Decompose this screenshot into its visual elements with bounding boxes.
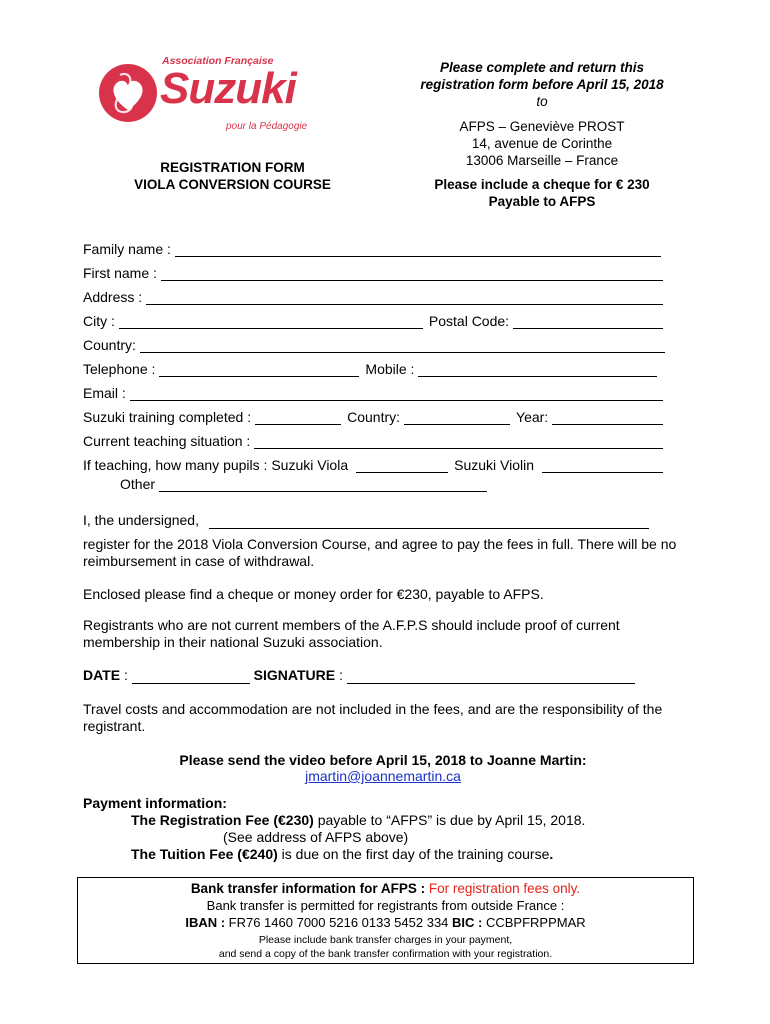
country-label: Country: (83, 337, 136, 353)
payment-information (83, 795, 683, 863)
return-instructions (378, 59, 706, 210)
registration-fields (83, 233, 673, 492)
bank-permitted-text: Bank transfer is permitted for registrants from outside France : (206, 898, 565, 913)
first-name-field[interactable] (161, 266, 663, 281)
bank-note-line1: Please include bank transfer charges in your payment, (258, 934, 513, 946)
pupils-label: If teaching, how many pupils : Suzuki Viola (83, 457, 349, 473)
bank-transfer-box (77, 877, 694, 964)
city-field[interactable] (119, 314, 423, 329)
telephone-row (83, 353, 673, 377)
suzuki-viola-pupils-field[interactable] (356, 458, 448, 473)
family-name-row (83, 233, 673, 257)
membership-statement: Registrants who are not current members of the A.F.P.S should include proof of current membership in their national Suzuki association. (83, 617, 620, 650)
telephone-field[interactable] (159, 362, 359, 377)
training-country-field[interactable] (404, 410, 510, 425)
address-label: Address : (83, 289, 143, 305)
signature-label: SIGNATURE (253, 667, 336, 683)
mobile-label: Mobile : (365, 361, 415, 377)
cheque-line2: Payable to AFPS (488, 194, 596, 209)
email-row (83, 377, 673, 401)
tuition-fee-end: . (549, 846, 554, 862)
logo-tagline: pour la Pédagogie (226, 121, 308, 132)
first-name-row (83, 257, 673, 281)
video-email-container (83, 768, 683, 785)
country-field[interactable] (140, 338, 665, 353)
register-statement: register for the 2018 Viola Conversion Course, and agree to pay the fees in full. There will be no reimbursement in case of withdrawal. (83, 536, 677, 569)
bank-note (78, 933, 693, 961)
registration-fee-text: payable to “AFPS” is due by April 15, 2018. (313, 812, 586, 828)
first-name-label: First name : (83, 265, 157, 281)
enclosed-statement: Enclosed please find a cheque or money order for €230, payable to AFPS. (83, 586, 544, 602)
country-row (83, 329, 673, 353)
iban-value: FR76 1460 7000 5216 0133 5452 334 (225, 915, 453, 930)
form-title-line1: REGISTRATION FORM (160, 160, 305, 175)
address-row (83, 281, 673, 305)
suzuki-violin-pupils-field[interactable] (542, 458, 663, 473)
family-name-field[interactable] (175, 242, 661, 257)
undersigned-name-field[interactable] (209, 514, 649, 529)
suzuki-training-row (83, 401, 673, 425)
other-pupils-field[interactable] (159, 477, 487, 492)
bank-account-line (78, 914, 693, 931)
pupils-row (83, 449, 673, 473)
form-title (80, 159, 385, 193)
teaching-situation-label: Current teaching situation : (83, 433, 251, 449)
email-field[interactable] (130, 386, 663, 401)
address-field[interactable] (146, 290, 663, 305)
date-field[interactable] (132, 669, 250, 684)
logo-association-text: Association Française (162, 55, 274, 67)
registration-fee-line (83, 812, 683, 829)
travel-statement: Travel costs and accommodation are not included in the fees, and are the responsibility of the registrant. (83, 701, 663, 734)
date-label: DATE (83, 667, 121, 683)
teaching-situation-field[interactable] (254, 434, 663, 449)
year-label: Year: (516, 409, 549, 425)
logo-suzuki-wordmark: Suzuki (160, 64, 296, 113)
bank-title-line (78, 880, 693, 897)
address-line2: 14, avenue de Corinthe (471, 136, 613, 151)
postal-code-field[interactable] (513, 314, 663, 329)
suzuki-training-label: Suzuki training completed : (83, 409, 252, 425)
mobile-field[interactable] (418, 362, 657, 377)
training-country-label: Country: (347, 409, 401, 425)
bank-title: Bank transfer information for AFPS : (190, 881, 426, 896)
bic-label: BIC : (452, 915, 483, 930)
bank-title-note: For registration fees only. (425, 881, 581, 896)
date-signature-row: DATE : SIGNATURE : (83, 667, 683, 684)
cheque-line1: Please include a cheque for € 230 (434, 177, 650, 192)
address-line1: AFPS – Geneviève PROST (459, 119, 625, 134)
payment-heading: Payment information: (83, 795, 227, 811)
tuition-fee-line (83, 846, 683, 863)
address-line3: 13006 Marseille – France (465, 153, 619, 168)
iban-label: IBAN : (185, 915, 226, 930)
bic-value: CCBPFRPPMAR (482, 915, 586, 930)
postal-code-label: Postal Code: (428, 313, 510, 329)
city-row (83, 305, 673, 329)
tuition-fee-label: The Tuition Fee (€240) (131, 846, 278, 862)
return-line1: Please complete and return this (439, 60, 645, 75)
other-label: Other (120, 476, 156, 492)
teaching-situation-row (83, 425, 673, 449)
suzuki-violin-label: Suzuki Violin (454, 457, 535, 473)
treble-clef-heart-logo-icon (98, 61, 158, 125)
telephone-label: Telephone : (83, 361, 156, 377)
joanne-martin-email-link[interactable]: jmartin@joannemartin.ca (305, 768, 461, 784)
suzuki-training-field[interactable] (255, 410, 341, 425)
other-pupils-row (83, 473, 673, 492)
year-field[interactable] (552, 410, 663, 425)
form-title-line2: VIOLA CONVERSION COURSE (134, 177, 331, 192)
video-instruction: Please send the video before April 15, 2018 to Joanne Martin: (179, 752, 587, 768)
registration-fee-label: The Registration Fee (€230) (131, 812, 314, 828)
tuition-fee-text: is due on the first day of the training course (277, 846, 550, 862)
email-label: Email : (83, 385, 126, 401)
city-label: City : (83, 313, 115, 329)
return-to: to (536, 94, 548, 109)
signature-field[interactable] (347, 669, 635, 684)
undersigned-row (83, 512, 683, 529)
return-line2: registration form before April 15, 2018 (420, 77, 664, 92)
afps-logo (98, 55, 334, 139)
see-address-note: (See address of AFPS above) (223, 829, 409, 845)
family-name-label: Family name : (83, 241, 171, 257)
undersigned-label: I, the undersigned, (83, 512, 199, 528)
bank-note-line2: and send a copy of the bank transfer confirmation with your registration. (218, 948, 553, 960)
